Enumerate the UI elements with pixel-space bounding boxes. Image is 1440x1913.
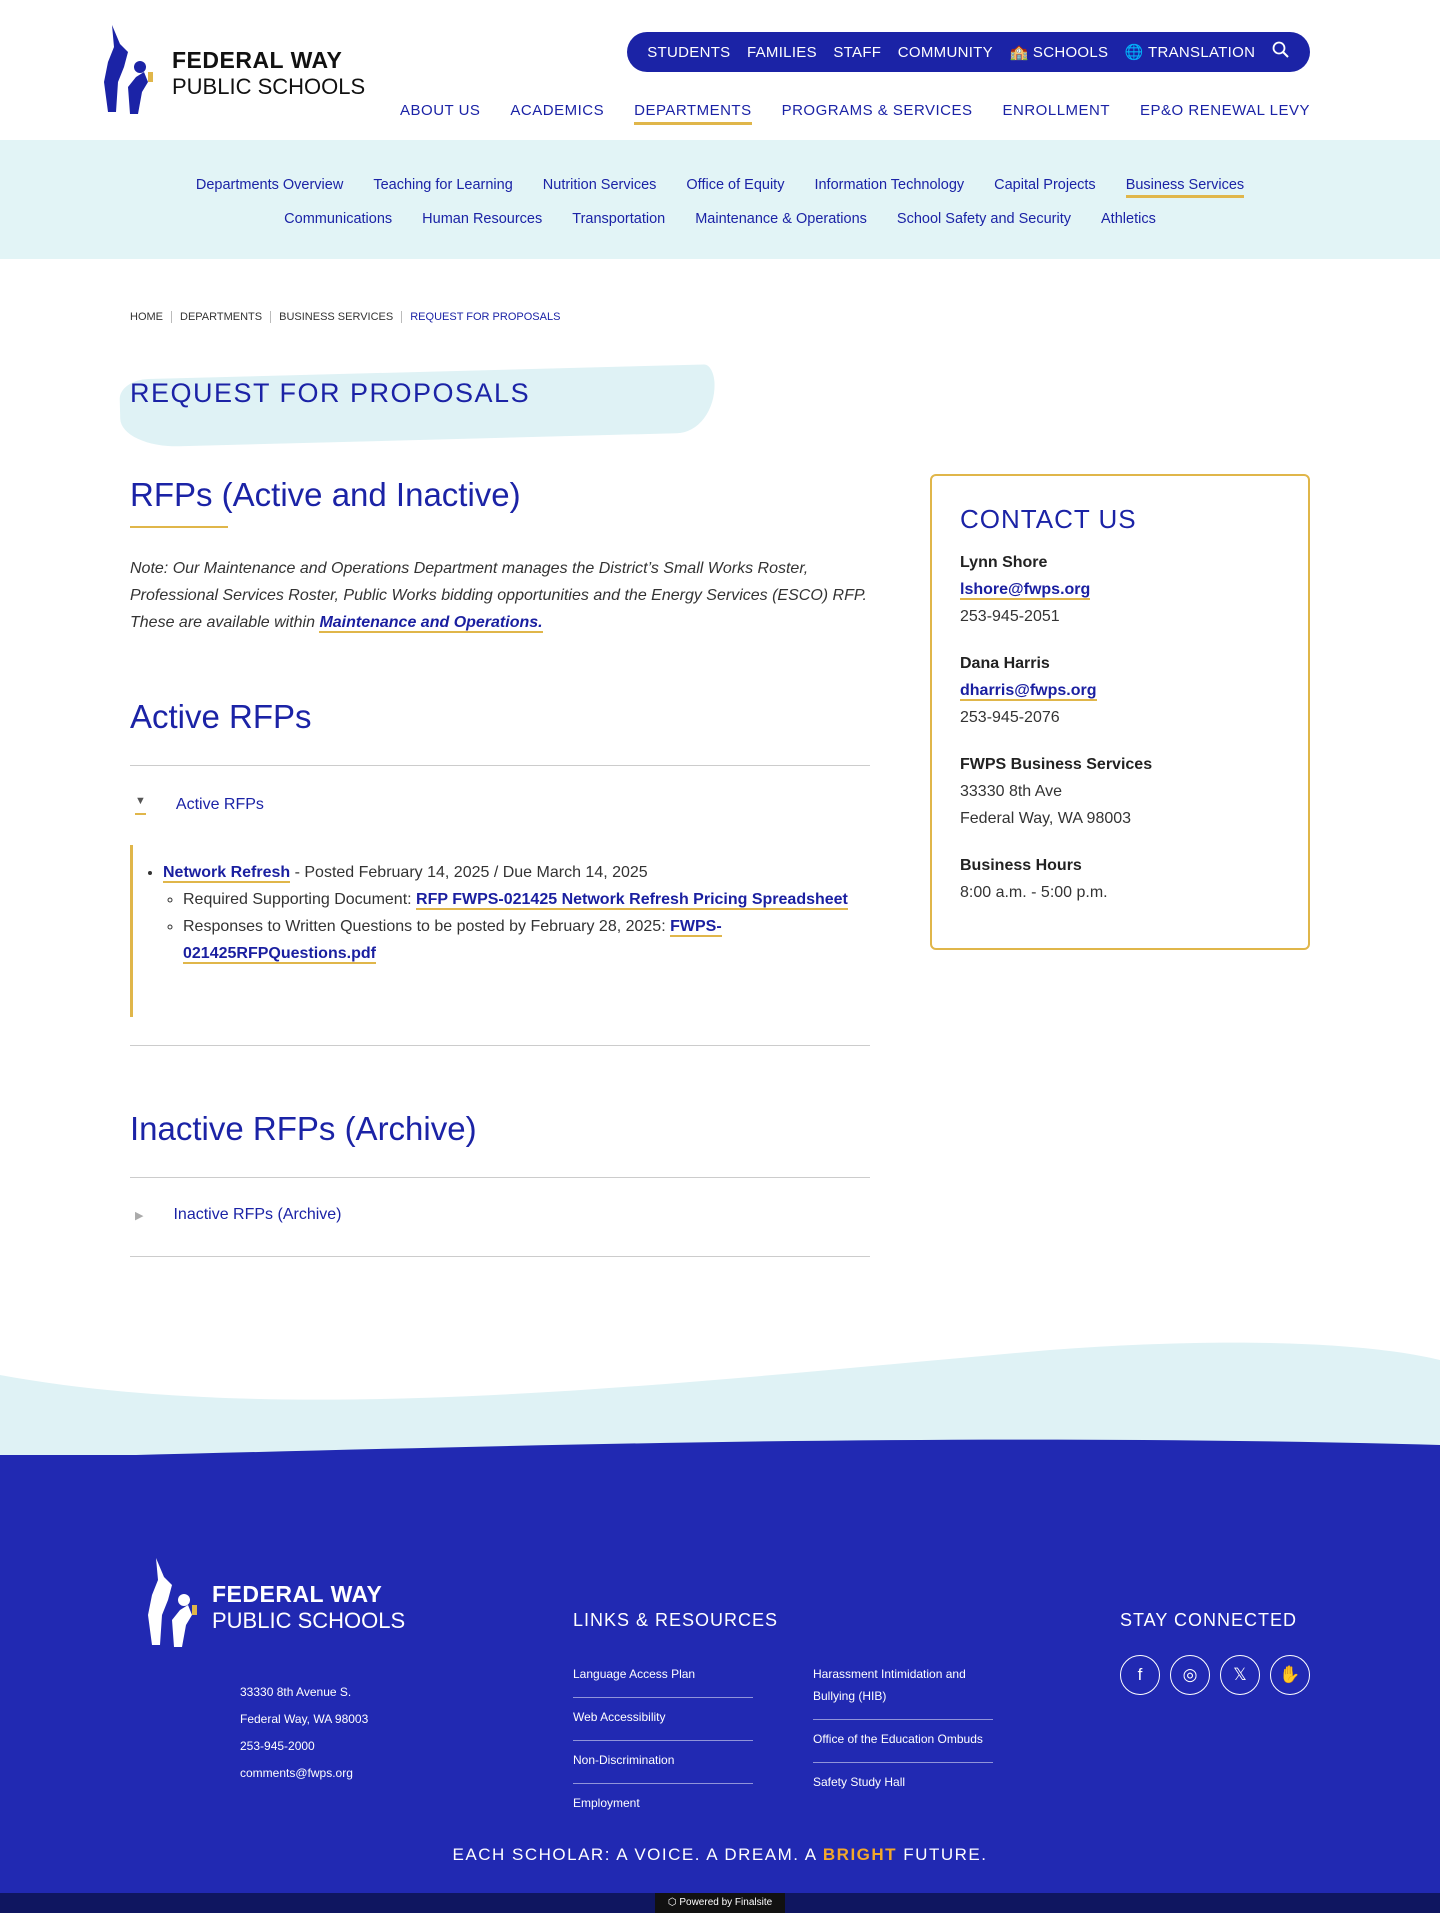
footer-address2: Federal Way, WA 98003	[240, 1712, 369, 1726]
powered-text: Powered by Finalsite	[679, 1897, 773, 1908]
contact-us-card	[930, 474, 1310, 950]
hours-value: 8:00 a.m. - 5:00 p.m.	[960, 884, 1108, 901]
footer-address1: 33330 8th Avenue S.	[240, 1685, 352, 1699]
contact-email-link[interactable]: dharris@fwps.org	[960, 682, 1097, 699]
contact-phone: 253-945-2051	[960, 608, 1060, 625]
subnav-business-services[interactable]: Business Services	[1126, 177, 1244, 198]
subnav-maintenance-operations[interactable]: Maintenance & Operations	[695, 211, 867, 227]
office-address1: 33330 8th Ave	[960, 783, 1063, 800]
links-col2	[813, 1655, 993, 1805]
links-col1	[573, 1655, 753, 1826]
main-nav	[400, 102, 1310, 125]
instagram-icon[interactable]: ◎	[1170, 1655, 1210, 1695]
tagline-part: FUTURE.	[897, 1845, 988, 1864]
note-body: Note: Our Maintenance and Operations Department manages the District’s Small Works Roster, Professional Services Roster, Public Works bidding opportunities and the Energy Services (ESCO) RFP. These are available within	[130, 560, 867, 631]
pricing-spreadsheet-link[interactable]: RFP FWPS-021425 Network Refresh Pricing Spreadsheet	[416, 891, 848, 908]
footer-link-employment[interactable]: Employment	[573, 1796, 640, 1810]
footer	[0, 1455, 1440, 1893]
peachjar-icon[interactable]: ✋	[1270, 1655, 1310, 1695]
subnav-transportation[interactable]: Transportation	[572, 211, 666, 227]
util-schools[interactable]	[1009, 43, 1108, 61]
subnav-departments-overview[interactable]: Departments Overview	[195, 177, 344, 193]
globe-icon: 🌐	[1124, 44, 1149, 61]
util-community[interactable]: COMMUNITY	[897, 43, 993, 61]
section-heading-block	[130, 476, 521, 528]
util-translation[interactable]	[1125, 43, 1255, 61]
contact-title: CONTACT US	[960, 504, 1137, 534]
breadcrumb	[130, 311, 560, 323]
subnav-nutrition-services[interactable]: Nutrition Services	[542, 177, 657, 193]
bottom-bar	[0, 1893, 1440, 1913]
maintenance-operations-link[interactable]: Maintenance and Operations.	[319, 614, 543, 631]
footer-wave-decoration	[0, 1320, 1440, 1470]
subnav-office-of-equity[interactable]: Office of Equity	[686, 177, 785, 193]
subnav-human-resources[interactable]: Human Resources	[422, 211, 543, 227]
page-title: REQUEST FOR PROPOSALS	[130, 378, 531, 408]
crumb-departments[interactable]: DEPARTMENTS	[171, 311, 262, 323]
nav-departments[interactable]: DEPARTMENTS	[634, 102, 751, 125]
subnav-communications[interactable]: Communications	[284, 211, 393, 227]
divider	[130, 1256, 870, 1257]
nav-enrollment[interactable]: ENROLLMENT	[1002, 102, 1111, 119]
contact-name: Lynn Shore	[960, 554, 1048, 571]
section-title: RFPs (Active and Inactive)	[130, 476, 521, 513]
util-translation-label: TRANSLATION	[1148, 44, 1256, 61]
footer-link-hib[interactable]: Harassment Intimidation and Bullying (HIB)	[813, 1655, 993, 1720]
rfp-dates: - Posted February 14, 2025 / Due March 14, 2025	[290, 864, 648, 881]
subnav-information-technology[interactable]: Information Technology	[814, 177, 965, 193]
school-icon: 🏫	[1009, 44, 1033, 61]
tagline-bright: BRIGHT	[822, 1845, 898, 1864]
nav-academics[interactable]: ACADEMICS	[510, 102, 605, 119]
sub-item-text: Required Supporting Document:	[183, 891, 417, 908]
sub-item-text: Responses to Written Questions to be posted by February 28, 2025:	[183, 918, 671, 935]
social-links	[1120, 1655, 1310, 1695]
footer-phone[interactable]: 253-945-2000	[240, 1739, 315, 1753]
facebook-icon[interactable]: f	[1120, 1655, 1160, 1695]
divider	[130, 765, 870, 766]
rfp-sub-item	[183, 913, 870, 967]
crumb-home[interactable]: HOME	[130, 311, 163, 323]
footer-address	[240, 1679, 368, 1787]
caret-right-icon: ▶	[135, 1209, 144, 1222]
contact-phone: 253-945-2076	[960, 709, 1060, 726]
powered-by-finalsite[interactable]	[655, 1893, 785, 1913]
util-schools-label: SCHOOLS	[1032, 44, 1109, 61]
crumb-current: REQUEST FOR PROPOSALS	[401, 311, 560, 323]
logo-line1: FEDERAL WAY	[172, 47, 343, 73]
active-rfps-heading: Active RFPs	[130, 698, 312, 735]
util-students[interactable]: STUDENTS	[647, 43, 731, 61]
active-rfps-accordion-toggle[interactable]	[135, 795, 264, 815]
active-rfps-content	[130, 845, 870, 1017]
subnav-capital-projects[interactable]: Capital Projects	[994, 177, 1096, 193]
nav-about-us[interactable]: ABOUT US	[400, 102, 481, 119]
divider	[130, 1177, 870, 1178]
office-name: FWPS Business Services	[960, 756, 1153, 773]
note-text	[130, 555, 870, 636]
rfp-sub-item	[183, 886, 870, 913]
logo-line1: FEDERAL WAY	[212, 1581, 383, 1607]
divider	[130, 1045, 870, 1046]
x-twitter-icon[interactable]: 𝕏	[1220, 1655, 1260, 1695]
tagline	[0, 1845, 1440, 1865]
footer-link-ombuds[interactable]: Office of the Education Ombuds	[813, 1720, 993, 1763]
crumb-business-services[interactable]: BUSINESS SERVICES	[270, 311, 393, 323]
subnav-school-safety[interactable]: School Safety and Security	[896, 211, 1072, 227]
accordion-label: Active RFPs	[175, 796, 264, 813]
subnav-teaching-for-learning[interactable]: Teaching for Learning	[373, 177, 513, 193]
footer-email[interactable]: comments@fwps.org	[240, 1766, 353, 1780]
contact-email-link[interactable]: lshore@fwps.org	[960, 581, 1091, 598]
footer-link-language-access[interactable]: Language Access Plan	[573, 1655, 753, 1698]
hours-label: Business Hours	[960, 857, 1082, 874]
util-families[interactable]: FAMILIES	[746, 43, 817, 61]
search-icon[interactable]	[1272, 41, 1290, 63]
footer-link-non-discrimination[interactable]: Non-Discrimination	[573, 1741, 753, 1784]
heading-underline	[130, 526, 228, 528]
util-staff[interactable]: STAFF	[833, 43, 882, 61]
utility-nav	[627, 32, 1310, 72]
office-address2: Federal Way, WA 98003	[960, 810, 1132, 827]
accordion-label: Inactive RFPs (Archive)	[173, 1206, 342, 1223]
rfp-item	[163, 859, 870, 967]
footer-link-web-accessibility[interactable]: Web Accessibility	[573, 1698, 753, 1741]
inactive-rfps-heading: Inactive RFPs (Archive)	[130, 1110, 477, 1147]
footer-link-safety-study-hall[interactable]: Safety Study Hall	[813, 1775, 906, 1789]
department-subnav	[0, 140, 1440, 259]
footer-logo[interactable]	[142, 1555, 405, 1650]
stay-connected-title: STAY CONNECTED	[1120, 1610, 1298, 1630]
caret-down-icon: ▼	[135, 795, 146, 815]
district-logo[interactable]	[98, 22, 365, 117]
nav-programs-services[interactable]: PROGRAMS & SERVICES	[781, 102, 973, 119]
logo-line2: PUBLIC SCHOOLS	[172, 74, 366, 99]
logo-line2: PUBLIC SCHOOLS	[212, 1608, 406, 1633]
logo-figures-icon	[98, 22, 168, 117]
network-refresh-link[interactable]: Network Refresh	[163, 864, 291, 881]
inactive-rfps-accordion-toggle[interactable]	[135, 1206, 342, 1224]
tagline-part: EACH SCHOLAR: A VOICE. A DREAM. A	[452, 1845, 823, 1864]
questions-pdf-link[interactable]: FWPS-021425RFPQuestions.pdf	[183, 918, 722, 962]
finalsite-icon: ⬡	[667, 1897, 680, 1908]
nav-levy[interactable]: EP&O RENEWAL LEVY	[1140, 102, 1310, 119]
subnav-athletics[interactable]: Athletics	[1101, 211, 1156, 227]
logo-figures-icon	[142, 1555, 212, 1650]
links-title: LINKS & RESOURCES	[573, 1610, 779, 1630]
contact-name: Dana Harris	[960, 655, 1050, 672]
